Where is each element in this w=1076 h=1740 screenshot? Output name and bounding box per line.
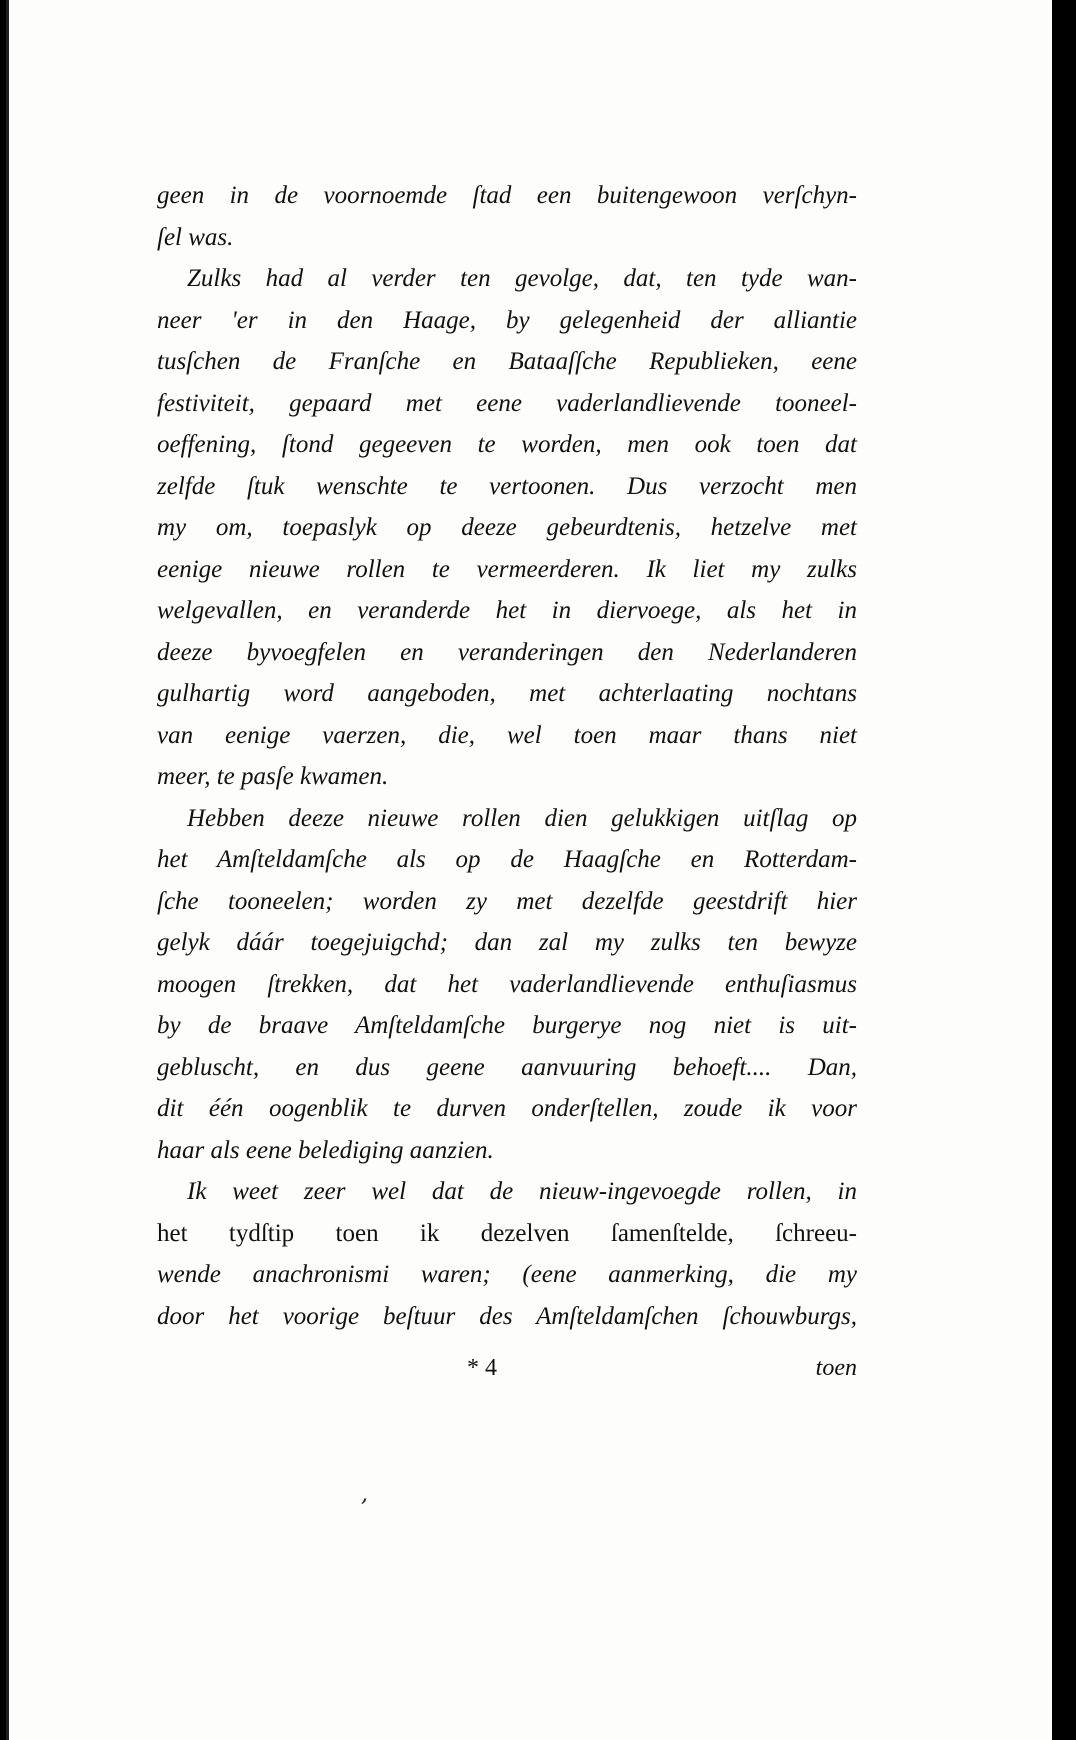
- text-line: festiviteit, gepaard met eene vaderlandlievende tooneel-: [157, 389, 857, 417]
- scan-border: [1052, 0, 1076, 1740]
- text-line: tusſchen de Franſche en Bataaſſche Republieken, eene: [157, 348, 857, 375]
- text-line: het tydſtip toen ik dezelven ſamenſtelde, ſchreeu-: [157, 1219, 857, 1247]
- text-line: Zulks had al verder ten gevolge, dat, ten tyde wan-: [187, 265, 857, 292]
- text-line: van eenige vaerzen, die, wel toen maar thans niet: [157, 721, 857, 749]
- text-line: ſche tooneelen; worden zy met dezelfde geestdrift hier: [157, 887, 857, 915]
- stray-ink-mark: ,: [361, 1482, 368, 1507]
- text-line: haar als eene belediging aanzien.: [157, 1136, 494, 1164]
- body-text: [157, 175, 857, 1337]
- text-line: welgevallen, en veranderde het in diervoege, als het in: [157, 597, 857, 624]
- text-line: neer 'er in den Haage, by gelegenheid der alliantie: [157, 306, 857, 334]
- text-line: gebluscht, en dus geene aanvuuring behoeft.... Dan,: [157, 1053, 857, 1081]
- page-footer: [157, 1355, 857, 1395]
- text-line: geen in de voornoemde ſtad een buitengewoon verſchyn-: [157, 182, 857, 209]
- text-line: my om, toepaslyk op deeze gebeurdtenis, hetzelve met: [157, 514, 857, 541]
- text-line: meer, te pasſe kwamen.: [157, 763, 389, 790]
- catchword: toen: [815, 1355, 857, 1381]
- text-line: gulhartig word aangeboden, met achterlaating nochtans: [157, 680, 857, 707]
- text-line: het Amſteldamſche als op de Haagſche en Rotterdam-: [157, 846, 857, 873]
- text-line: zelfde ſtuk wenschte te vertoonen. Dus verzocht men: [157, 472, 857, 500]
- book-page: [6, 0, 1055, 1740]
- text-line: ſel was.: [157, 223, 234, 251]
- text-line: dit één oogenblik te durven onderſtellen, zoude ik voor: [157, 1095, 857, 1122]
- text-line: by de braave Amſteldamſche burgerye nog niet is uit-: [157, 1012, 857, 1039]
- text-line: Ik weet zeer wel dat de nieuw-ingevoegde rollen, in: [187, 1178, 857, 1205]
- signature-mark: * 4: [467, 1355, 497, 1381]
- text-line: gelyk dáár toegejuigchd; dan zal my zulks ten bewyze: [157, 929, 857, 956]
- text-line: oeffening, ſtond gegeeven te worden, men ook toen dat: [157, 431, 857, 458]
- text-line: wende anachronismi waren; (eene aanmerking, die my: [157, 1261, 857, 1288]
- text-line: moogen ſtrekken, dat het vaderlandlievende enthuſiasmus: [157, 970, 857, 998]
- text-line: eenige nieuwe rollen te vermeerderen. Ik liet my zulks: [157, 555, 857, 583]
- text-line: Hebben deeze nieuwe rollen dien gelukkigen uitſlag op: [187, 804, 857, 832]
- text-line: door het voorige beſtuur des Amſteldamſchen ſchouwburgs,: [157, 1302, 857, 1330]
- text-line: deeze byvoegfelen en veranderingen den Nederlanderen: [157, 638, 857, 666]
